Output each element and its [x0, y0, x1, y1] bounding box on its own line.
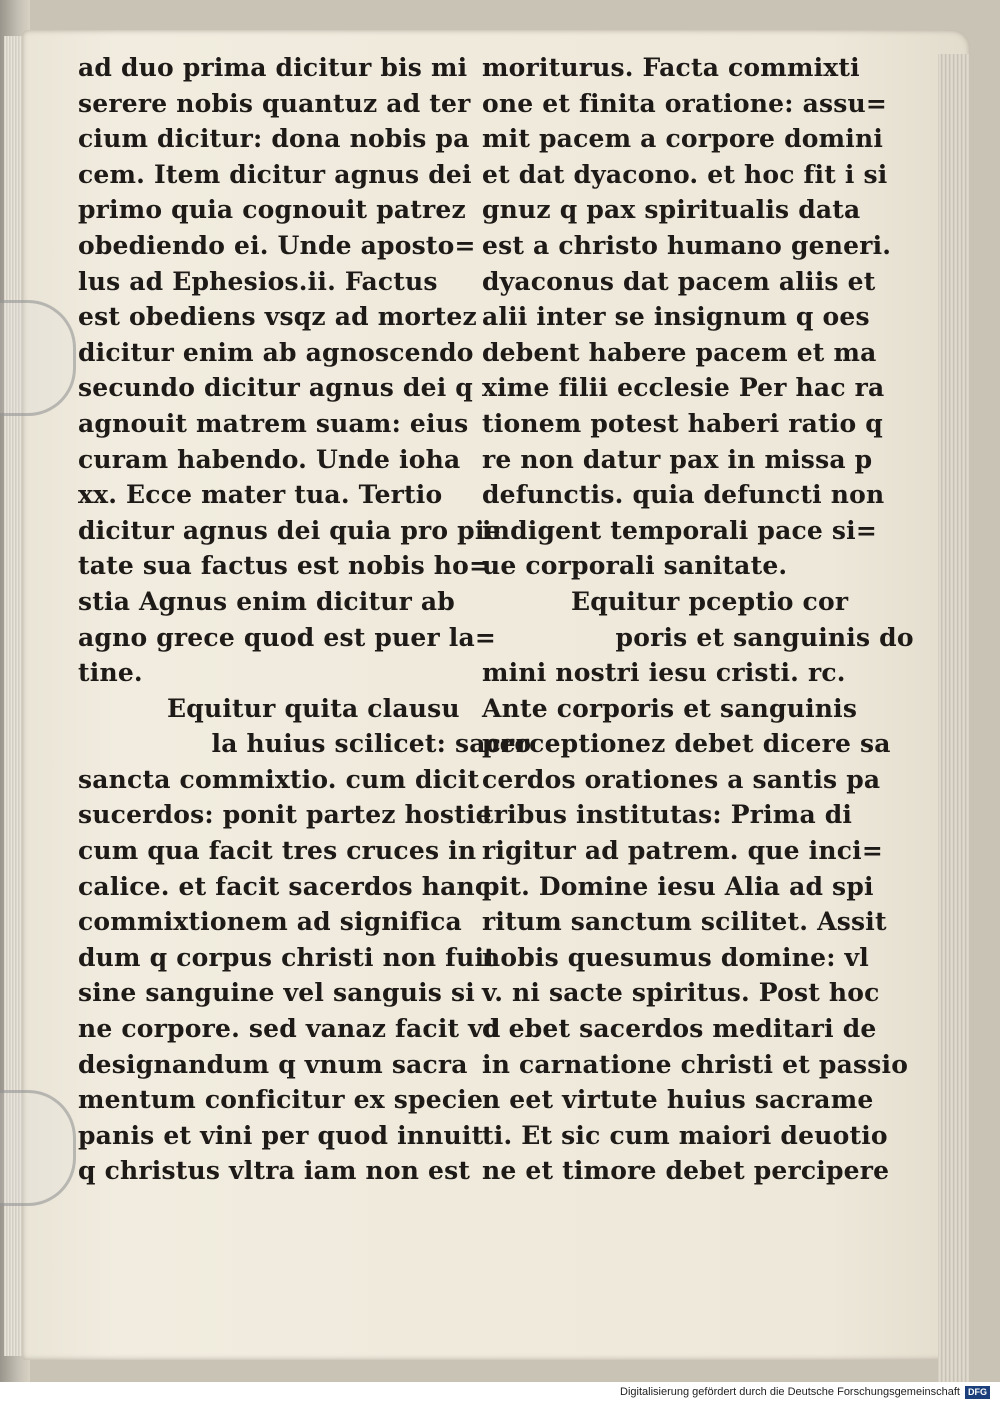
text-line: cum qua facit tres cruces in: [78, 836, 477, 866]
right-page-edges: [938, 54, 970, 1382]
page-clip-bottom: [0, 1090, 76, 1206]
text-line: ad duo prima dicitur bis mi: [78, 53, 468, 82]
text-line: ti. Et sic cum maiori deuotio: [482, 1120, 888, 1150]
text-line: commixtionem ad significa: [78, 907, 462, 937]
text-line: et dat dyacono. et hoc fit i si: [482, 159, 888, 189]
text-line: est a christo humano generi.: [482, 230, 892, 260]
text-line: calice. et facit sacerdos hanc: [78, 871, 491, 901]
text-line: la huius scilicet: sacro: [78, 729, 532, 759]
text-line: v. ni sacte spiritus. Post hoc: [482, 978, 880, 1008]
text-line: dicitur agnus dei quia pro pie: [78, 515, 501, 545]
dfg-logo: DFG: [965, 1386, 990, 1399]
text-line: Equitur pceptio cor: [482, 586, 849, 616]
text-line: gnuz q pax spiritualis data: [482, 195, 861, 225]
text-line: pit. Domine iesu Alia ad spi: [482, 871, 874, 901]
text-line: mit pacem a corpore domini: [482, 124, 884, 154]
text-line: indigent temporali pace si=: [482, 515, 878, 545]
text-line: Ante corporis et sanguinis: [482, 693, 858, 723]
text-line: Equitur quita clausu: [78, 693, 460, 723]
text-line: sucerdos: ponit partez hostie: [78, 800, 492, 830]
text-line: alii inter se insignum q oes: [482, 302, 870, 332]
text-line: secundo dicitur agnus dei q: [78, 373, 473, 403]
text-line: ne et timore debet percipere: [482, 1156, 890, 1186]
text-line: est obediens vsqz ad mortez: [78, 302, 477, 332]
text-line: ritum sanctum scilitet. Assit: [482, 907, 887, 937]
text-line: mentum conficitur ex specie: [78, 1085, 484, 1115]
text-line: stia Agnus enim dicitur ab: [78, 586, 455, 616]
text-line: tionem potest haberi ratio q: [482, 408, 883, 438]
text-line: tate sua factus est nobis ho=: [78, 551, 491, 581]
text-line: ne corpore. sed vanaz facit vd: [78, 1014, 501, 1044]
text-line: agnouit matrem suam: eius: [78, 408, 469, 438]
page-clip-top: [0, 300, 76, 416]
right-text-column: [482, 50, 914, 1189]
text-line: curam habendo. Unde ioha: [78, 444, 461, 474]
funding-credit: Digitalisierung gefördert durch die Deutsche Forschungsgemeinschaft: [620, 1386, 960, 1398]
left-text-column: [78, 50, 532, 1189]
text-line: in carnatione christi et passio: [482, 1049, 909, 1079]
text-line: xx. Ecce mater tua. Tertio: [78, 480, 443, 510]
text-line: dum q corpus christi non fuit: [78, 942, 496, 972]
text-line: cium dicitur: dona nobis pa: [78, 124, 470, 154]
text-line: mini nostri iesu cristi. rc.: [482, 658, 846, 688]
text-line: primo quia cognouit patrez: [78, 195, 466, 225]
text-line: rigitur ad patrem. que inci=: [482, 836, 883, 866]
text-line: agno grece quod est puer la=: [78, 622, 497, 652]
text-line: dicitur enim ab agnoscendo: [78, 337, 474, 367]
text-line: debent habere pacem et ma: [482, 337, 877, 367]
text-line: dyaconus dat pacem aliis et: [482, 266, 876, 296]
text-line: ue corporali sanitate.: [482, 551, 788, 581]
text-line: n eet virtute huius sacrame: [482, 1085, 874, 1115]
text-line: cerdos orationes a santis pa: [482, 764, 881, 794]
text-line: lus ad Ephesios.ii. Factus: [78, 266, 438, 296]
text-line: nobis quesumus domine: vl: [482, 942, 869, 972]
text-line: xime filii ecclesie Per hac ra: [482, 373, 885, 403]
text-line: poris et sanguinis do: [482, 622, 914, 652]
text-line: sancta commixtio. cum dicit: [78, 764, 480, 794]
text-line: re non datur pax in missa p: [482, 444, 873, 474]
text-line: d ebet sacerdos meditari de: [482, 1014, 877, 1044]
text-line: panis et vini per quod innuit: [78, 1120, 484, 1150]
text-line: defunctis. quia defuncti non: [482, 480, 885, 510]
text-line: serere nobis quantuz ad ter: [78, 88, 471, 118]
text-line: moriturus. Facta commixti: [482, 53, 860, 82]
text-line: tribus institutas: Prima di: [482, 800, 853, 830]
text-line: obediendo ei. Unde aposto=: [78, 230, 476, 260]
text-line: cem. Item dicitur agnus dei: [78, 159, 472, 189]
text-line: q christus vltra iam non est: [78, 1156, 471, 1186]
text-line: one et finita oratione: assu=: [482, 88, 888, 118]
text-line: designandum q vnum sacra: [78, 1049, 468, 1079]
text-line: tine.: [78, 658, 143, 688]
text-line: sine sanguine vel sanguis si: [78, 978, 475, 1008]
text-line: perceptionez debet dicere sa: [482, 729, 891, 759]
